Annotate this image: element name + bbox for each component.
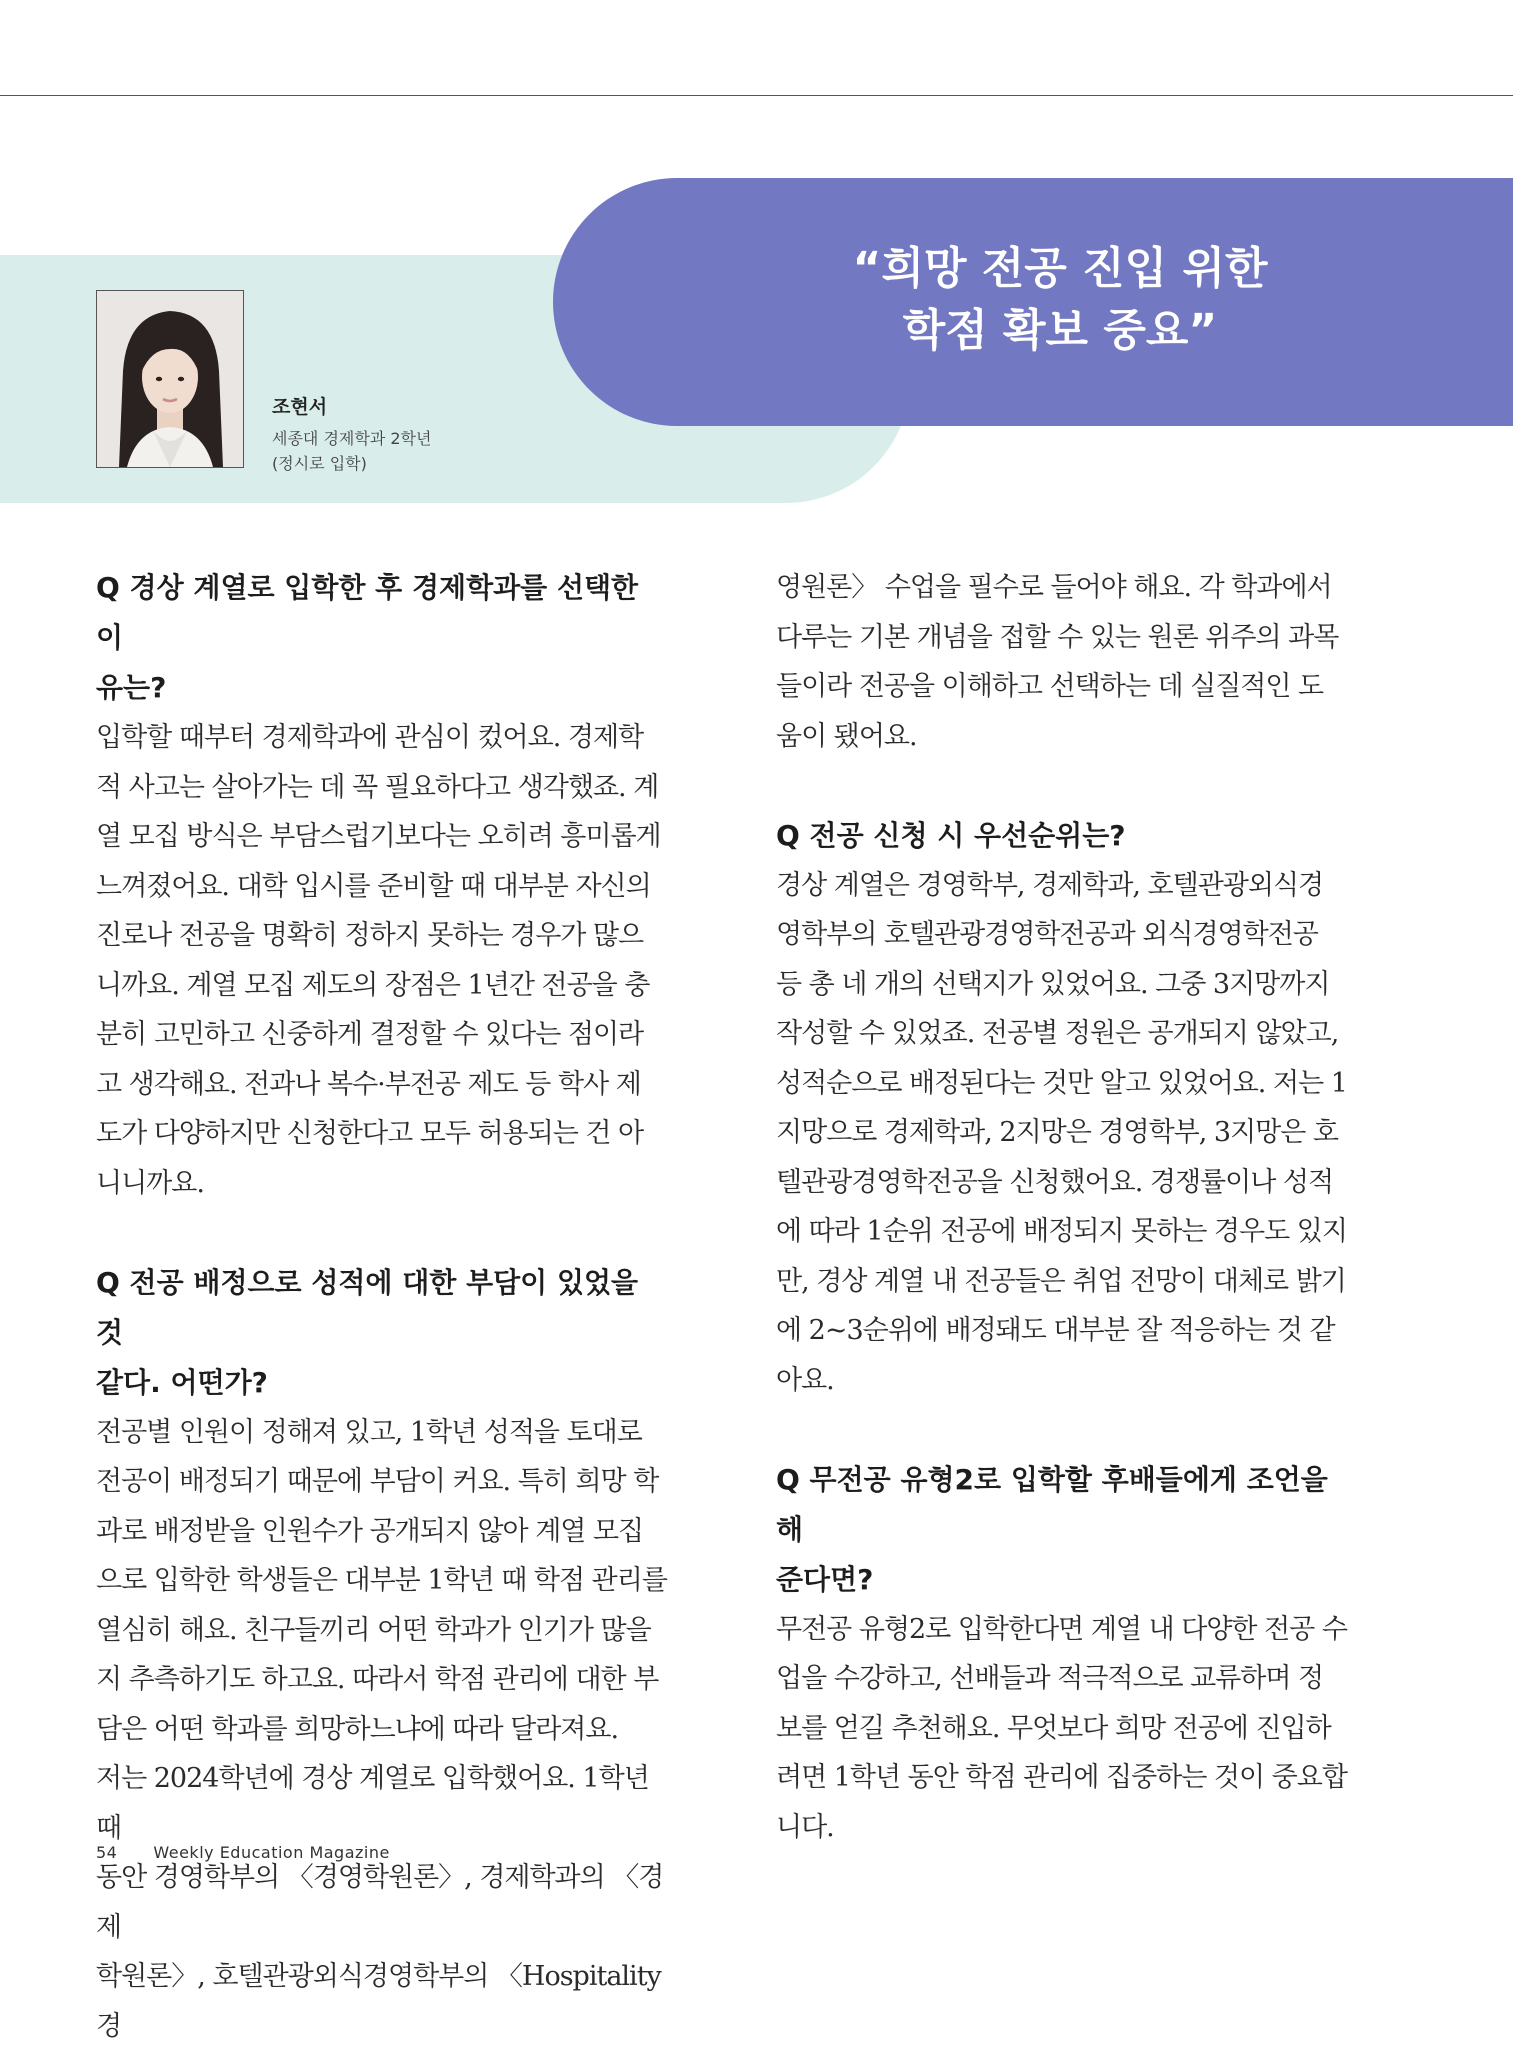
answer-line: 느껴졌어요. 대학 입시를 준비할 때 대부분 자신의 xyxy=(96,862,674,912)
question-line: Q 무전공 유형2로 입학할 후배들에게 조언을 해 xyxy=(776,1455,1354,1555)
answer-line: 작성할 수 있었죠. 전공별 정원은 공개되지 않았고, xyxy=(776,1009,1354,1059)
answer-line: 니까요. 계열 모집 제도의 장점은 1년간 전공을 충 xyxy=(96,961,674,1011)
qa-section xyxy=(776,563,1354,761)
qa-section xyxy=(96,1258,674,2051)
answer-line: 학원론〉, 호텔관광외식경영학부의 〈Hospitality 경 xyxy=(96,1952,674,2051)
profile-admission: (정시로 입학) xyxy=(272,451,431,476)
qa-section xyxy=(96,563,674,1208)
question-line: Q 전공 배정으로 성적에 대한 부담이 있었을 것 xyxy=(96,1258,674,1358)
answer-line: 다루는 기본 개념을 접할 수 있는 원론 위주의 과목 xyxy=(776,613,1354,663)
answer-line: 지 추측하기도 하고요. 따라서 학점 관리에 대한 부 xyxy=(96,1655,674,1705)
answer-line: 보를 얻길 추천해요. 무엇보다 희망 전공에 진입하 xyxy=(776,1704,1354,1754)
top-rule xyxy=(0,95,1513,96)
answer-line: 영학부의 호텔관광경영학전공과 외식경영학전공 xyxy=(776,910,1354,960)
headline-line-1: “희망 전공 진입 위한 xyxy=(800,238,1320,300)
answer-line: 아요. xyxy=(776,1356,1354,1406)
answer-line: 무전공 유형2로 입학한다면 계열 내 다양한 전공 수 xyxy=(776,1605,1354,1655)
answer-line: 움이 됐어요. xyxy=(776,712,1354,762)
answer-line: 도가 다양하지만 신청한다고 모두 허용되는 건 아 xyxy=(96,1109,674,1159)
page-number: 54 xyxy=(96,1843,117,1862)
question-line: 유는? xyxy=(96,663,674,713)
answer-line: 담은 어떤 학과를 희망하느냐에 따라 달라져요. xyxy=(96,1705,674,1755)
magazine-name: Weekly Education Magazine xyxy=(153,1843,389,1862)
profile-info xyxy=(272,392,431,476)
question-line: Q 전공 신청 시 우선순위는? xyxy=(776,811,1354,861)
headline-line-2: 학점 확보 중요” xyxy=(800,300,1320,362)
answer-line: 지망으로 경제학과, 2지망은 경영학부, 3지망은 호 xyxy=(776,1108,1354,1158)
answer-line: 영원론〉 수업을 필수로 들어야 해요. 각 학과에서 xyxy=(776,563,1354,613)
section-gap xyxy=(776,761,1354,811)
answer-line: 으로 입학한 학생들은 대부분 1학년 때 학점 관리를 xyxy=(96,1556,674,1606)
question-line: 준다면? xyxy=(776,1555,1354,1605)
answer-line: 만, 경상 계열 내 전공들은 취업 전망이 대체로 밝기 xyxy=(776,1257,1354,1307)
headline xyxy=(800,238,1320,362)
answer-line: 업을 수강하고, 선배들과 적극적으로 교류하며 정 xyxy=(776,1654,1354,1704)
answer-line: 려면 1학년 동안 학점 관리에 집중하는 것이 중요합 xyxy=(776,1753,1354,1803)
answer-line: 니니까요. xyxy=(96,1159,674,1209)
answer-line: 경상 계열은 경영학부, 경제학과, 호텔관광외식경 xyxy=(776,861,1354,911)
answer-line: 열심히 해요. 친구들끼리 어떤 학과가 인기가 많을 xyxy=(96,1606,674,1656)
left-column xyxy=(96,563,674,2051)
question-line: Q 경상 계열로 입학한 후 경제학과를 선택한 이 xyxy=(96,563,674,663)
answer-line: 전공이 배정되기 때문에 부담이 커요. 특히 희망 학 xyxy=(96,1457,674,1507)
answer-line: 에 2~3순위에 배정돼도 대부분 잘 적응하는 것 같 xyxy=(776,1306,1354,1356)
answer-line: 등 총 네 개의 선택지가 있었어요. 그중 3지망까지 xyxy=(776,960,1354,1010)
answer-line: 에 따라 1순위 전공에 배정되지 못하는 경우도 있지 xyxy=(776,1207,1354,1257)
answer-line: 분히 고민하고 신중하게 결정할 수 있다는 점이라 xyxy=(96,1010,674,1060)
answer-line: 성적순으로 배정된다는 것만 알고 있었어요. 저는 1 xyxy=(776,1059,1354,1109)
answer-line: 과로 배정받을 인원수가 공개되지 않아 계열 모집 xyxy=(96,1507,674,1557)
answer-line: 니다. xyxy=(776,1803,1354,1853)
answer-line: 적 사고는 살아가는 데 꼭 필요하다고 생각했죠. 계 xyxy=(96,763,674,813)
answer-line: 전공별 인원이 정해져 있고, 1학년 성적을 토대로 xyxy=(96,1408,674,1458)
right-column xyxy=(776,563,1354,1852)
answer-line: 동안 경영학부의 〈경영학원론〉, 경제학과의 〈경제 xyxy=(96,1853,674,1952)
section-gap xyxy=(776,1405,1354,1455)
answer-line: 고 생각해요. 전과나 복수·부전공 제도 등 학사 제 xyxy=(96,1060,674,1110)
qa-section xyxy=(776,1455,1354,1853)
footer xyxy=(96,1843,390,1862)
profile-name: 조현서 xyxy=(272,392,431,419)
answer-line: 열 모집 방식은 부담스럽기보다는 오히려 흥미롭게 xyxy=(96,812,674,862)
answer-line: 텔관광경영학전공을 신청했어요. 경쟁률이나 성적 xyxy=(776,1158,1354,1208)
profile-photo xyxy=(96,290,244,468)
answer-line: 진로나 전공을 명확히 정하지 못하는 경우가 많으 xyxy=(96,911,674,961)
answer-line: 입학할 때부터 경제학과에 관심이 컸어요. 경제학 xyxy=(96,713,674,763)
qa-section xyxy=(776,811,1354,1406)
answer-line: 저는 2024학년에 경상 계열로 입학했어요. 1학년 때 xyxy=(96,1754,674,1853)
question-line: 같다. 어떤가? xyxy=(96,1358,674,1408)
section-gap xyxy=(96,1208,674,1258)
profile-affiliation: 세종대 경제학과 2학년 xyxy=(272,426,431,451)
answer-line: 들이라 전공을 이해하고 선택하는 데 실질적인 도 xyxy=(776,662,1354,712)
